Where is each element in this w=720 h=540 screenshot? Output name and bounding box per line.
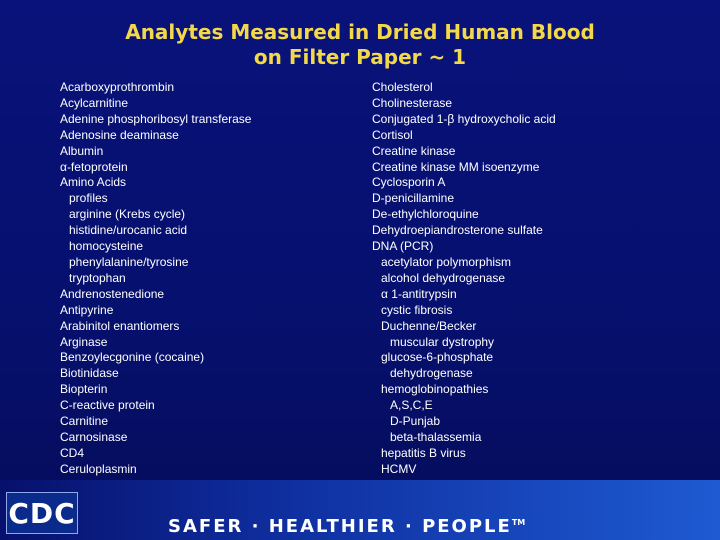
analyte-list-item: Andrenostenedione <box>60 286 165 301</box>
analyte-list-item: Cortisol <box>372 127 413 142</box>
analyte-list-item: Dehydroepiandrosterone sulfate <box>372 223 543 238</box>
analyte-list-item: Adenosine deaminase <box>60 127 179 142</box>
analyte-list-item: beta-thalassemia <box>390 429 482 444</box>
cdc-logo-text: CDC <box>8 496 76 530</box>
analyte-list-item: De-ethylchloroquine <box>372 207 479 222</box>
analyte-list-item: Acylcarnitine <box>60 95 129 110</box>
slide-title-line-2: on Filter Paper ~ 1 <box>253 45 467 69</box>
analyte-list-item: Biotinidase <box>60 366 119 381</box>
cdc-logo <box>6 492 78 534</box>
footer-banner <box>0 480 720 540</box>
analyte-list-item: Benzoylecgonine (cocaine) <box>60 350 205 365</box>
analyte-list-item: hemoglobinopathies <box>381 382 489 397</box>
analyte-list-item: Creatine kinase <box>372 143 456 158</box>
analyte-list-item: histidine/urocanic acid <box>69 223 188 238</box>
analyte-list-item: Arginase <box>60 334 108 349</box>
analyte-list-item: D-Punjab <box>390 414 441 429</box>
analyte-list-item: profiles <box>69 191 108 206</box>
analyte-list-item: CD4 <box>60 445 85 460</box>
analyte-list-item: Duchenne/Becker <box>381 318 477 333</box>
analyte-list-item: Antipyrine <box>60 302 114 317</box>
analyte-list-item: glucose-6-phosphate <box>381 350 494 365</box>
analyte-list-item: Cholesterol <box>372 80 433 94</box>
analyte-list-item: α-fetoprotein <box>60 159 128 174</box>
analyte-list-item: Albumin <box>60 143 104 158</box>
analyte-list-item: Amino Acids <box>60 175 127 190</box>
analyte-list-item: Conjugated 1-β hydroxycholic acid <box>372 111 556 126</box>
analyte-list-item: Adenine phosphoribosyl transferase <box>60 111 252 126</box>
left-analyte-list <box>60 80 350 509</box>
analyte-list-item: Ceruloplasmin <box>60 461 137 476</box>
slide-title-line-1: Analytes Measured in Dried Human Blood <box>125 20 595 44</box>
analyte-list-item: DNA (PCR) <box>372 239 434 254</box>
analyte-list-item: D-penicillamine <box>372 191 455 206</box>
footer-tagline-text: SAFER · HEALTHIER · PEOPLE <box>168 516 512 537</box>
analyte-list-item: cystic fibrosis <box>381 302 453 317</box>
analyte-list-item: Cholinesterase <box>372 95 453 110</box>
slide-title <box>0 20 720 70</box>
analyte-list-item: Arabinitol enantiomers <box>60 318 180 333</box>
analyte-list-item: Biopterin <box>60 382 108 397</box>
analyte-list-item: α 1-antitrypsin <box>381 286 457 301</box>
analyte-list-item: hepatitis B virus <box>381 445 466 460</box>
analyte-list-item: homocysteine <box>69 239 144 254</box>
analyte-list-item: alcohol dehydrogenase <box>381 270 506 285</box>
analyte-list-item: Carnosinase <box>60 429 128 444</box>
analyte-list-item: tryptophan <box>69 270 126 285</box>
analyte-list-item: dehydrogenase <box>390 366 473 381</box>
analyte-list-item: Acarboxyprothrombin <box>60 80 175 94</box>
footer-tagline <box>168 516 525 537</box>
analyte-list-item: Carnitine <box>60 414 109 429</box>
analyte-list-item: C-reactive protein <box>60 398 155 413</box>
analyte-list-item: A,S,C,E <box>390 398 433 413</box>
analyte-list-item: acetylator polymorphism <box>381 254 512 269</box>
analyte-list-item: arginine (Krebs cycle) <box>69 207 186 222</box>
right-analyte-list <box>372 80 672 509</box>
analyte-list-item: Creatine kinase MM isoenzyme <box>372 159 540 174</box>
trademark-symbol: TM <box>511 518 526 527</box>
analyte-list-item: Cyclosporin A <box>372 175 446 190</box>
analyte-list-item: HCMV <box>381 461 417 476</box>
analyte-list-item: phenylalanine/tyrosine <box>69 254 189 269</box>
analyte-list-item: muscular dystrophy <box>390 334 495 349</box>
